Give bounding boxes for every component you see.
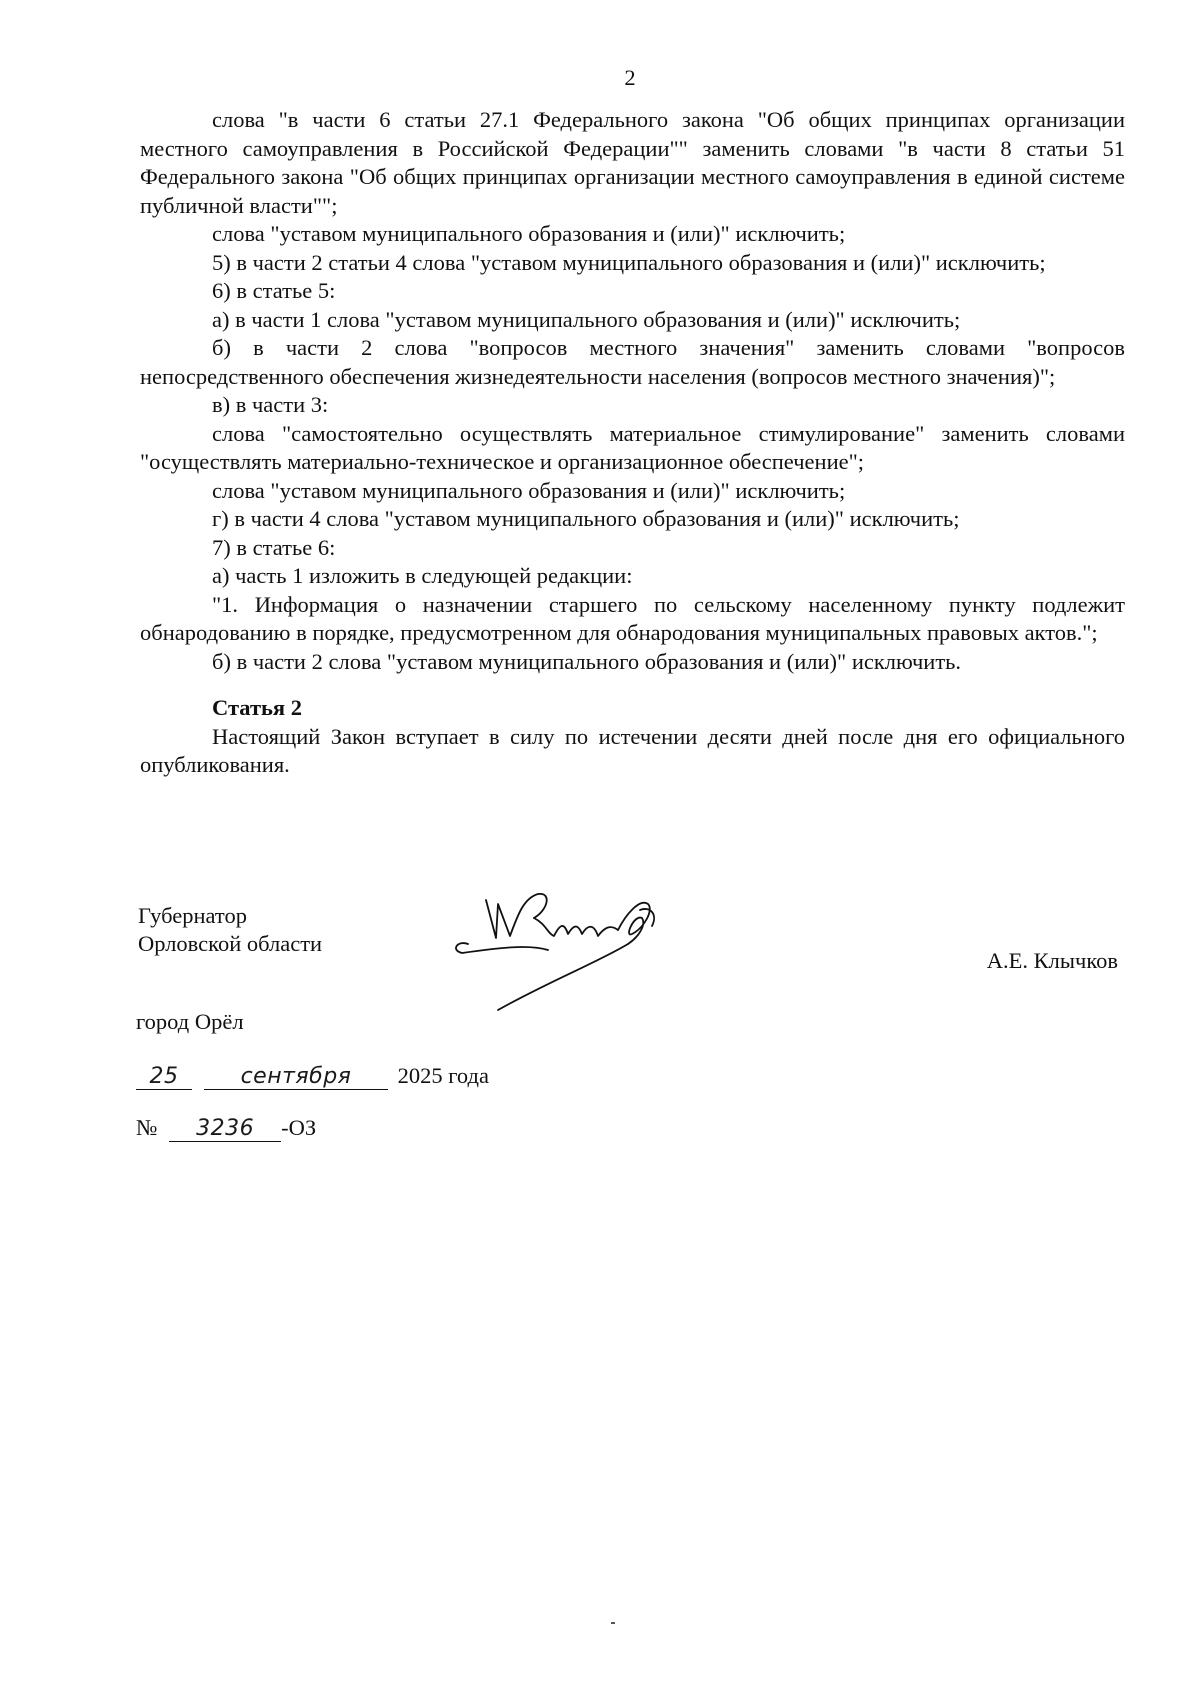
signatory-title-line: Орловской области <box>138 931 323 956</box>
paragraph: б) в части 2 слова "уставом муниципального образования и (или)" исключить. <box>212 648 962 674</box>
signature-block <box>138 902 1128 1042</box>
city: город Орёл <box>136 1009 244 1034</box>
number-suffix: -ОЗ <box>281 1115 317 1140</box>
paragraph: 7) в статье 6: <box>212 534 336 560</box>
paragraph: слова "в части 6 статьи 27.1 Федерального закона "Об общих принципах организации местного самоуправления в Российской Федерации"" заменить словами "в части 8 статьи 51 Федерального закона "Об общих принципах организации местного самоуправления в единой системе публичной власти""; <box>140 107 1125 218</box>
paragraph: 5) в части 2 статьи 4 слова "уставом муниципального образования и (или)" исключить; <box>212 249 1046 275</box>
paragraph: 6) в статье 5: <box>212 278 336 303</box>
law-body <box>140 106 1125 780</box>
article-2-text: Настоящий Закон вступает в силу по истечении десяти дней после дня его официального опубликования. <box>140 723 1125 777</box>
paragraph: а) часть 1 изложить в следующей редакции: <box>212 563 633 588</box>
paragraph: слова "уставом муниципального образования и (или)" исключить; <box>212 477 846 503</box>
page-number: 2 <box>624 65 636 90</box>
number-value: 3236 <box>169 1117 281 1142</box>
signatory-name: А.Е. Клычков <box>986 948 1118 973</box>
signatory-title <box>138 902 322 958</box>
paragraph: а) в части 1 слова "уставом муниципального образования и (или)" исключить; <box>212 306 961 332</box>
date-month: сентября <box>204 1065 388 1090</box>
paragraph: "1. Информация о назначении старшего по сельскому населенному пункту подлежит обнародованию в порядке, предусмотренном для обнародования муниципальных правовых актов."; <box>140 591 1125 645</box>
signatory-title-line: Губернатор <box>138 903 247 928</box>
date-day: 25 <box>136 1065 192 1090</box>
paragraph: слова "самостоятельно осуществлять материальное стимулирование" заменить словами "осуществлять материально-техническое и организационное обеспечение"; <box>140 420 1125 474</box>
number-prefix: № <box>136 1115 158 1140</box>
paragraph: б) в части 2 слова "вопросов местного значения" заменить словами "вопросов непосредственного обеспечения жизнедеятельности населения (вопросов местного значения)"; <box>140 335 1125 389</box>
handwritten-signature-icon <box>428 874 688 1014</box>
scan-speck <box>611 1622 615 1624</box>
paragraph: в) в части 3: <box>212 392 329 417</box>
signing-date <box>136 1062 489 1091</box>
paragraph: г) в части 4 слова "уставом муниципального образования и (или)" исключить; <box>212 506 960 531</box>
date-year: 2025 года <box>397 1063 489 1088</box>
law-number <box>136 1114 316 1143</box>
paragraph: слова "уставом муниципального образования и (или)" исключить; <box>212 221 846 246</box>
article-2-heading: Статья 2 <box>212 695 302 720</box>
